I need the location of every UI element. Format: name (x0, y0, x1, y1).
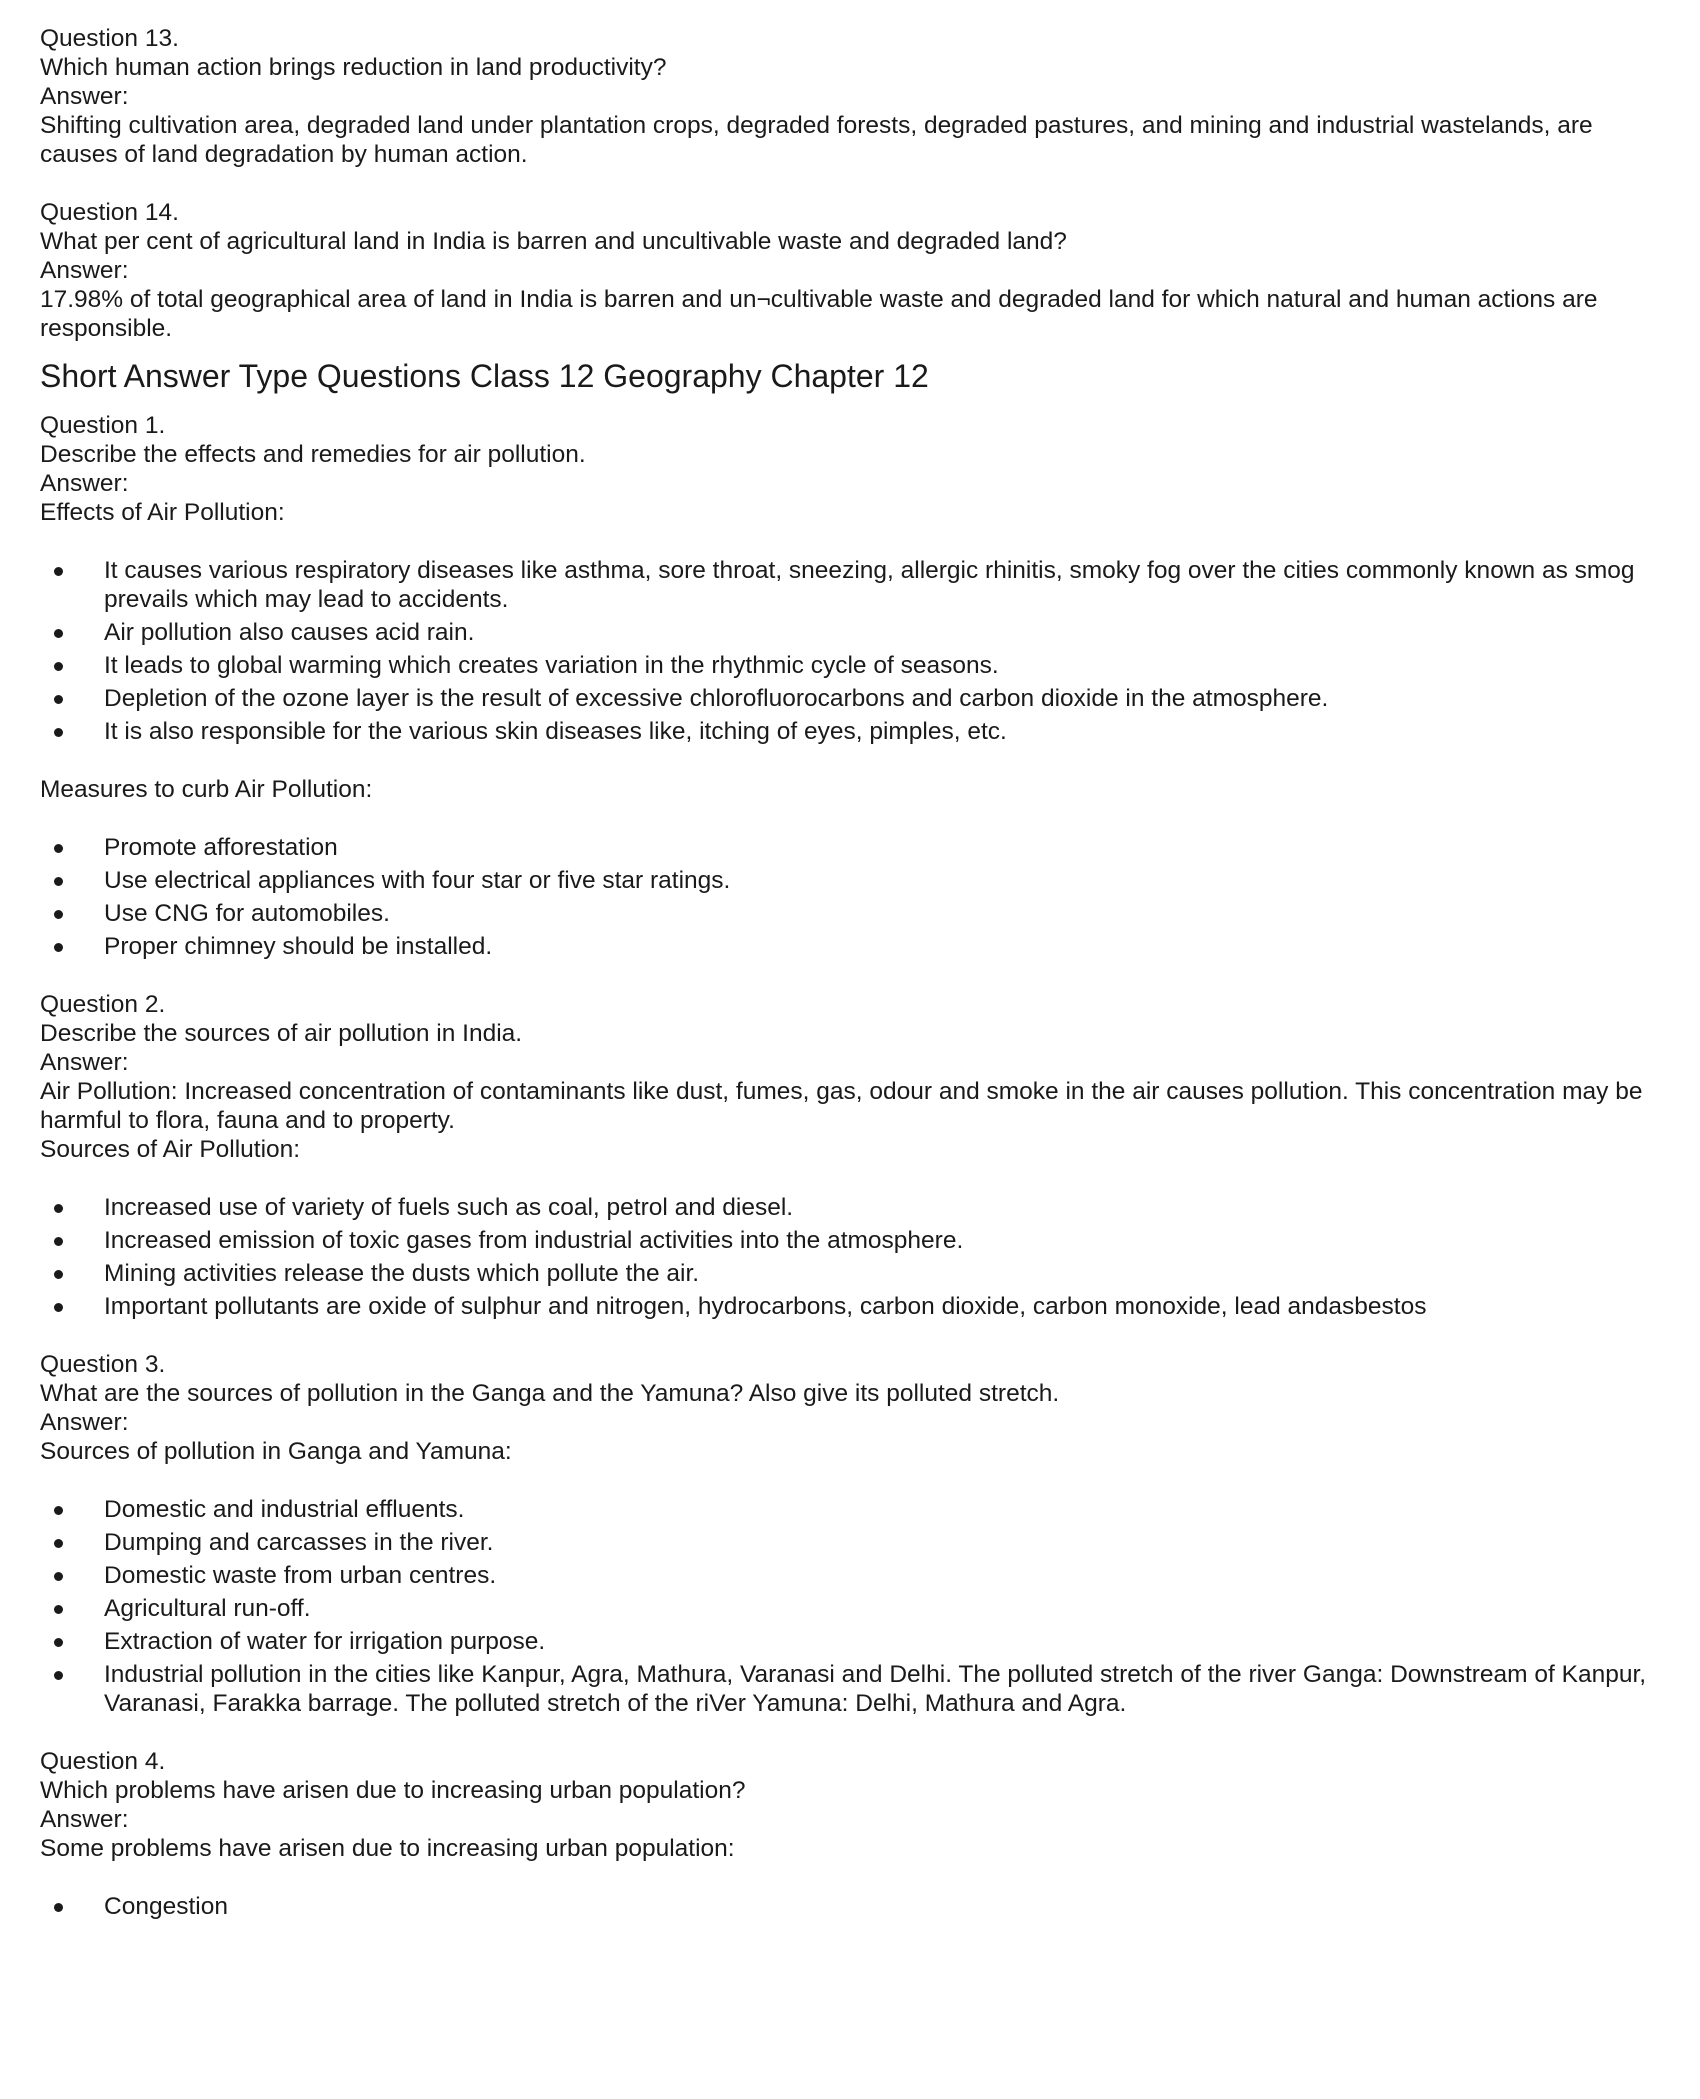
list-item: It is also responsible for the various skin diseases like, itching of eyes, pimples, etc. (40, 717, 1660, 746)
short-question-4-block (40, 1747, 1660, 1921)
list-item: Promote afforestation (40, 833, 1660, 862)
question-label: Question 14. (40, 199, 179, 226)
pollution-sources-list (40, 1495, 1660, 1718)
short-question-2-block (40, 990, 1660, 1321)
question-text: What per cent of agricultural land in India is barren and uncultivable waste and degraded land? (40, 228, 1067, 255)
list-item: Use electrical appliances with four star or five star ratings. (40, 866, 1660, 895)
list-item: Proper chimney should be installed. (40, 932, 1660, 961)
list-item: Important pollutants are oxide of sulphur and nitrogen, hydrocarbons, carbon dioxide, carbon monoxide, lead andasbestos (40, 1292, 1660, 1321)
question-14-block (40, 198, 1660, 343)
answer-label: Answer: (40, 83, 129, 110)
answer-text: Shifting cultivation area, degraded land under plantation crops, degraded forests, degraded pastures, and mining and industrial wastelands, are causes of land degradation by human action. (40, 112, 1593, 168)
question-text: Which human action brings reduction in land productivity? (40, 54, 667, 81)
question-text: Which problems have arisen due to increasing urban population? (40, 1777, 746, 1804)
question-label: Question 2. (40, 991, 166, 1018)
measures-list (40, 833, 1660, 961)
answer-label: Answer: (40, 470, 129, 497)
list-item: Dumping and carcasses in the river. (40, 1528, 1660, 1557)
list-item: Industrial pollution in the cities like Kanpur, Agra, Mathura, Varanasi and Delhi. The polluted stretch of the river Ganga: Downstream of Kanpur, Varanasi, Farakka barrage. The polluted stretch of the riVer Yamuna: Delhi, Mathura and Agra. (40, 1660, 1660, 1718)
list-item: Congestion (40, 1892, 1660, 1921)
urban-problems-list (40, 1892, 1660, 1921)
list-item: Increased use of variety of fuels such as coal, petrol and diesel. (40, 1193, 1660, 1222)
list-item: It causes various respiratory diseases like asthma, sore throat, sneezing, allergic rhinitis, smoky fog over the cities commonly known as smog prevails which may lead to accidents. (40, 556, 1660, 614)
question-text: What are the sources of pollution in the Ganga and the Yamuna? Also give its polluted stretch. (40, 1380, 1060, 1407)
question-13-block (40, 24, 1660, 169)
list-item: Extraction of water for irrigation purpose. (40, 1627, 1660, 1656)
list-item: It leads to global warming which creates variation in the rhythmic cycle of seasons. (40, 651, 1660, 680)
list-item: Increased emission of toxic gases from industrial activities into the atmosphere. (40, 1226, 1660, 1255)
answer-label: Answer: (40, 1409, 129, 1436)
short-question-3-block (40, 1350, 1660, 1718)
list-item: Domestic and industrial effluents. (40, 1495, 1660, 1524)
measures-intro: Measures to curb Air Pollution: (40, 776, 373, 803)
list-item: Air pollution also causes acid rain. (40, 618, 1660, 647)
sources-list (40, 1193, 1660, 1321)
list-item: Domestic waste from urban centres. (40, 1561, 1660, 1590)
answer-label: Answer: (40, 1806, 129, 1833)
answer-text: 17.98% of total geographical area of land in India is barren and un¬cultivable waste and degraded land for which natural and human actions are responsible. (40, 286, 1598, 342)
answer-intro: Sources of pollution in Ganga and Yamuna: (40, 1438, 512, 1465)
answer-intro: Some problems have arisen due to increasing urban population: (40, 1835, 735, 1862)
answer-text: Air Pollution: Increased concentration of contaminants like dust, fumes, gas, odour and smoke in the air causes pollution. This concentration may be harmful to flora, fauna and to property. (40, 1078, 1643, 1134)
question-label: Question 13. (40, 25, 179, 52)
list-item: Agricultural run-off. (40, 1594, 1660, 1623)
question-label: Question 1. (40, 412, 166, 439)
list-item: Depletion of the ozone layer is the result of excessive chlorofluorocarbons and carbon dioxide in the atmosphere. (40, 684, 1660, 713)
question-text: Describe the effects and remedies for air pollution. (40, 441, 586, 468)
section-heading: Short Answer Type Questions Class 12 Geography Chapter 12 (40, 358, 929, 394)
answer-label: Answer: (40, 1049, 129, 1076)
question-label: Question 3. (40, 1351, 166, 1378)
answer-intro: Effects of Air Pollution: (40, 499, 285, 526)
question-text: Describe the sources of air pollution in India. (40, 1020, 523, 1047)
question-label: Question 4. (40, 1748, 166, 1775)
answer-intro: Sources of Air Pollution: (40, 1136, 301, 1163)
list-item: Use CNG for automobiles. (40, 899, 1660, 928)
short-question-1-block (40, 411, 1660, 961)
answer-label: Answer: (40, 257, 129, 284)
list-item: Mining activities release the dusts which pollute the air. (40, 1259, 1660, 1288)
effects-list (40, 556, 1660, 746)
